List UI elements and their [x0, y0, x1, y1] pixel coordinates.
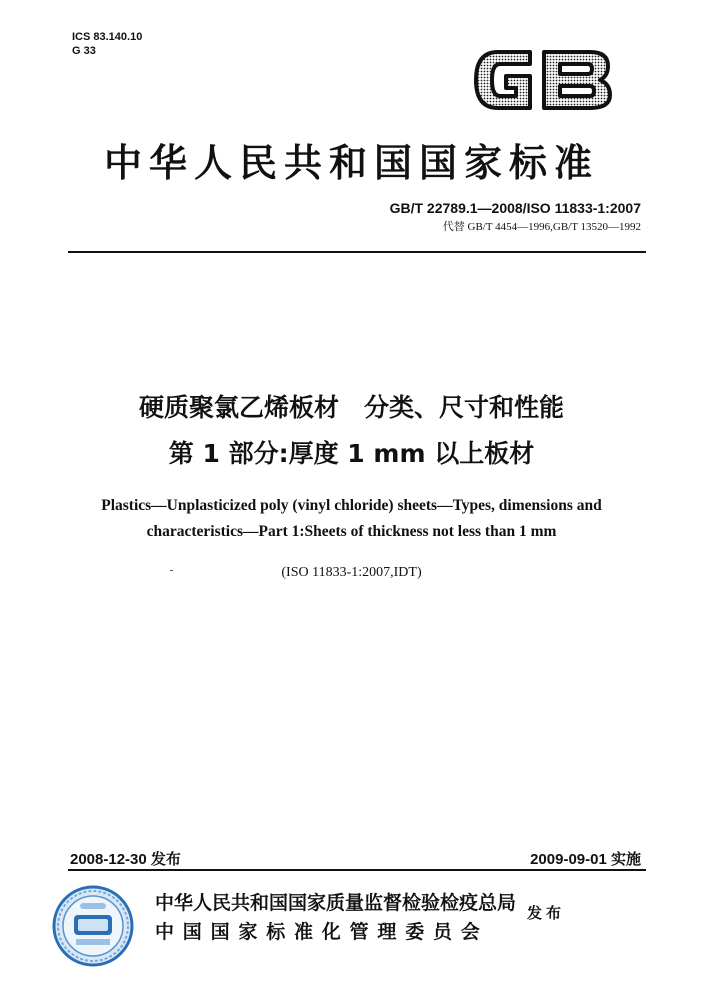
top-divider	[68, 251, 646, 253]
gb-logo	[468, 40, 618, 120]
ccs-code: G 33	[72, 45, 96, 57]
bottom-divider	[68, 869, 646, 871]
standard-number: GB/T 22789.1—2008/ISO 11833-1:2007	[389, 200, 641, 216]
title-zh-line1: 硬质聚氯乙烯板材 分类、尺寸和性能	[138, 393, 564, 422]
title-en	[60, 493, 643, 545]
implement-date: 2009-09-01 实施	[530, 851, 641, 868]
issuer-sac: 中国国家标准化管理委员会	[155, 921, 489, 943]
standard-title: 中华人民共和国国家标准	[103, 141, 599, 185]
classification-codes	[72, 30, 142, 58]
issued-label: 发布	[527, 904, 566, 922]
title-zh-line2: 第 1 部分:厚度 1 mm 以上板材	[168, 439, 535, 468]
replaces-note: 代替 GB/T 4454—1996,GB/T 13520—1992	[442, 221, 641, 233]
publish-date: 2008-12-30 发布	[70, 851, 181, 868]
anti-counterfeit-seal-icon	[52, 885, 134, 967]
issuer-aqsiq: 中华人民共和国国家质量监督检验检疫总局	[155, 892, 517, 914]
title-en-line2: characteristics—Part 1:Sheets of thickness not less than 1 mm	[146, 523, 557, 540]
title-en-line1: Plastics—Unplasticized poly (vinyl chloride) sheets—Types, dimensions and	[101, 497, 602, 514]
iso-equivalence: (ISO 11833-1:2007,IDT)	[281, 565, 422, 580]
ics-code: ICS 83.140.10	[72, 31, 143, 43]
